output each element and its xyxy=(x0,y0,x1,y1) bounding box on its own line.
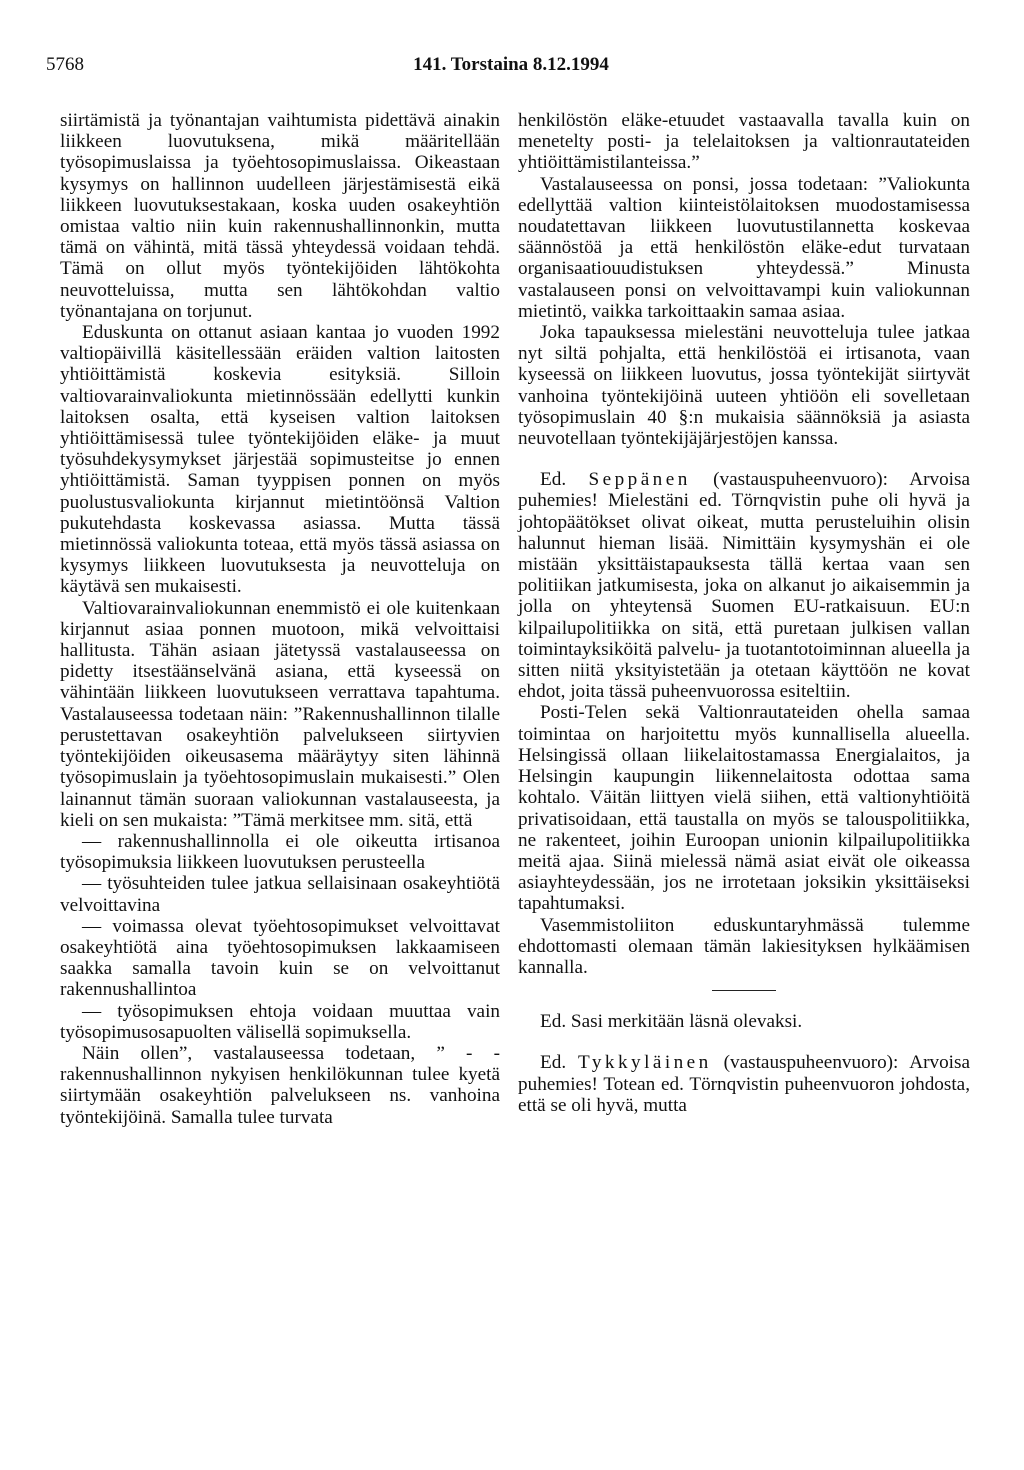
right-column xyxy=(518,110,970,1116)
speech-text: (vastauspuheenvuoro): Arvoisa puhemies! Totean ed. Törnqvistin puheenvuoron johdosta, että se oli hyvä, mutta xyxy=(518,1052,970,1116)
speech-tykkylainen xyxy=(518,1052,970,1116)
dash-item-1: — rakennushallinnolla ei ole oikeutta irtisanoa työsopimuksia liikkeen luovutuksen perusteella xyxy=(60,830,500,874)
right-paragraph-2: Vastalauseessa on ponsi, jossa todetaan: ”Valiokunta edellyttää valtion kiinteistölaitoksen muodostamisessa noudatettavan liikkeen luovutustilannetta koskevaa säännöstöä ja että henkilöstön eläke-edut turvataan organisaatiouudistuksen yhteydessä.” Minusta vastalauseen ponsi on velvoittavampi kuin valiokunnan mietintö, vaikka tarkoittaakin samaa asiaa. xyxy=(518,173,970,322)
speech-text: (vastauspuheenvuoro): Arvoisa puhemies! Mielestäni ed. Törnqvistin puhe oli hyvä ja johtopäätökset olivat oikeat, mutta perusteluihin olisin halunnut hieman lisää. Nimittäin kysymyshän ei ole mistään yksittäistapauksesta tällä kertaa vaan sen politiikan jatkumisesta, joka on alkanut jo aikaisemmin ja jolla on yhteytensä Suomen EU-ratkaisuun. EU:n kilpailupolitiikka on sitä, että puretaan julkisen vallan toimintayksiköitä palvelu- ja tuotantotoiminnan alueella ja sitten niitä yksityistetään ja otetaan käyttöön ne kovat ehdot, joita tässä puheenvuorossa esiteltiin. xyxy=(518,469,970,703)
dash-item-4: — työsopimuksen ehtoja voidaan muuttaa vain työsopimusosapuolten välisellä sopimuksella. xyxy=(60,1000,500,1043)
speaker-prefix: Ed. xyxy=(540,469,567,491)
dash-item-3: — voimassa olevat työehtosopimukset velvoittavat osakeyhtiötä aina työehtosopimuksen lakkaamiseen saakka samalla tavoin kuin se on velvoittanut rakennushallintoa xyxy=(60,915,500,1001)
session-title: 141. Torstaina 8.12.1994 xyxy=(413,54,609,75)
speaker-prefix: Ed. xyxy=(540,1052,567,1074)
section-divider xyxy=(712,990,776,991)
left-paragraph-2: Eduskunta on ottanut asiaan kantaa jo vuoden 1992 valtiopäivillä käsitellessään eräiden valtion laitosten yhtiöittämistä koskevia esityksiä. Silloin valtiovarainvaliokunta mietinnössään edellytti kunkin laitoksen osalta, että kyseisen valtion laitoksen yhtiöittämisessä tulee työntekijöiden eläke- ja muut työsuhdekysymykset järjestää sopimusteitse jo ennen yhtiöittämistä. Saman tyyppisen ponnen on myös puolustusvaliokunta kirjannut mietintöönsä Valtion pukutehdasta koskevassa asiassa. Mutta tässä mietinnössä valiokunta toteaa, että myös tässä asiassa on kysymys liikkeen luovutuksesta ja neuvotteluja on käytävä sen mukaisesti. xyxy=(60,322,500,598)
speech-seppanen-paragraph-2: Posti-Telen sekä Valtionrautateiden ohella samaa toimintaa on harjoitettu myös kunnallisella alueella. Helsingissä ollaan liikelaitostamassa Energialaitos, ja Helsingin kaupungin liikennelaitosta odottaa sama kohtalo. Väitän liittyen vielä siihen, että valtionyhtiöitä privatisoidaan, että taustalla on myös se talouspolitiikka, ne rakenteet, joihin Euroopan unionin kilpailupolitiikka meitä ajaa. Siinä mielessä nämä asiat eivät ole oikeassa asiayhteydessään, jos ne irrotetaan joksikin yksittäiseksi tapahtumaksi. xyxy=(518,702,970,915)
right-paragraph-3: Joka tapauksessa mielestäni neuvotteluja tulee jatkaa nyt siltä pohjalta, että henkilöstöä ei irtisanota, vaan kyseessä on liikkeen luovutus, jossa työntekijät siirtyvät vanhoina työntekijöinä uuteen yhtiöön eli sovelletaan työsopimuslain 40 §:n mukaisia säännöksiä ja asiasta neuvotellaan työntekijäjärjestöjen kanssa. xyxy=(518,322,970,450)
left-paragraph-1: siirtämistä ja työnantajan vaihtumista pidettävä ainakin liikkeen luovutuksena, mikä määritellään työsopimuslaissa ja työehtosopimuslaissa. Oikeastaan kysymys on hallinnon uudelleen järjestämisestä eikä liikkeen luovutuksestakaan, koska uuden osakeyhtiön omistaa valtio niin kuin rakennushallinnonkin, mutta tämä on vähintä, mitä tässä yhteydessä voidaan tehdä. Tämä on ollut myös työntekijöiden lähtökohta neuvotteluissa, mutta sen lähtökohdan valtio työnantajana on torjunut. xyxy=(60,110,500,322)
left-paragraph-4: Näin ollen”, vastalauseessa todetaan, ” - - rakennushallinnon nykyisen henkilökunnan tulee kyetä siirtymään osakeyhtiön palvelukseen ns. vanhoina työntekijöinä. Samalla tulee turvata xyxy=(60,1042,500,1128)
dash-item-2: — työsuhteiden tulee jatkua sellaisinaan osakeyhtiötä velvoittavina xyxy=(60,873,500,916)
speaker-name: Tykkyläinen xyxy=(578,1052,712,1074)
spacer xyxy=(518,449,970,469)
spacer xyxy=(518,1032,970,1052)
page-header xyxy=(46,54,976,80)
speaker-name: Seppänen xyxy=(588,469,691,491)
left-paragraph-3: Valtiovarainvaliokunnan enemmistö ei ole kuitenkaan kirjannut asiaa ponnen muotoon, mikä velvoittaisi hallitusta. Tähän asiaan jätetyssä vastalauseessa on pidetty itsestäänselvänä asiana, että kyseessä on vähintään liikkeen luovutukseen verrattava tapahtuma. Vastalauseessa todetaan näin: ”Rakennushallinnon tilalle perustettavan osakeyhtiön palvelukseen siirtyvien työntekijöiden oikeusasema määräytyy siten lähinnä työsopimuslain ja työehtosopimuslain mukaisesti.” Olen lainannut tämän suoraan valiokunnan vastalauseesta, ja kieli on sen mukaista: ”Tämä merkitsee mm. sitä, että xyxy=(60,597,500,831)
page-number: 5768 xyxy=(46,54,84,75)
right-paragraph-1: henkilöstön eläke-etuudet vastaavalla tavalla kuin on menetelty posti- ja telelaitoksen ja valtionrautateiden yhtiöittämistilanteissa.” xyxy=(518,110,970,174)
left-column xyxy=(60,110,500,1128)
speech-seppanen xyxy=(518,469,970,702)
attendance-note: Ed. Sasi merkitään läsnä olevaksi. xyxy=(540,1011,803,1033)
speech-seppanen-paragraph-3: Vasemmistoliiton eduskuntaryhmässä tulemme ehdottomasti olemaan tämän lakiesityksen hylkäämisen kannalla. xyxy=(518,914,970,978)
